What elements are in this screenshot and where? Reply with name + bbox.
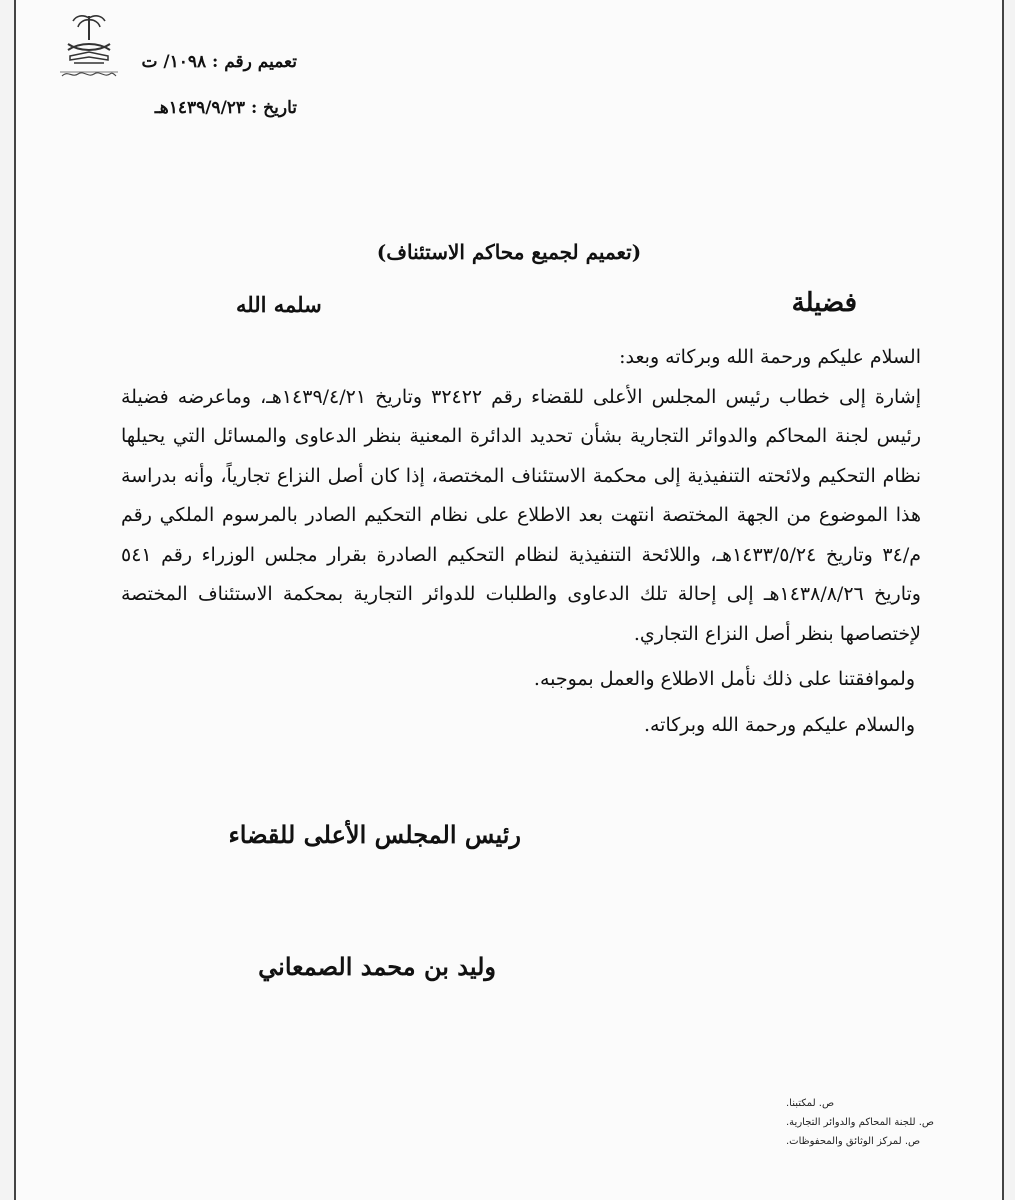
document-sheet	[14, 0, 1004, 1200]
salutation-blessing: سلمه الله	[236, 292, 322, 317]
salutation-title: فضيلة	[791, 288, 857, 318]
copy-line: ص. لمكتبنا.	[786, 1098, 835, 1109]
circular-number: تعميم رقم : ١٠٩٨/ ت	[141, 52, 297, 72]
greeting: السلام عليكم ورحمة الله وبركاته وبعد:	[619, 346, 921, 368]
letter-body	[121, 338, 921, 745]
signatory-title: رئيس المجلس الأعلى للقضاء	[228, 820, 521, 849]
copy-line: ص. للجنة المحاكم والدوائر التجارية.	[786, 1117, 935, 1128]
signatory-name: وليد بن محمد الصمعاني	[258, 952, 496, 981]
circular-date: تاريخ : ١٤٣٩/٩/٢٣هـ	[154, 98, 297, 118]
approval-line: ولموافقتنا على ذلك نأمل الاطلاع والعمل بموجبه.	[533, 668, 915, 690]
main-paragraph: إشارة إلى خطاب رئيس المجلس الأعلى للقضاء رقم ٣٢٤٢٢ وتاريخ ١٤٣٩/٤/٢١هـ، وماعرضه فضيلة رئيس لجنة المحاكم والدوائر التجارية بشأن تحديد الدائرة المعنية بنظر الدعاوى والمسائل التي يحيلها نظام التحكيم ولائحته التنفيذية إلى محكمة الاستئناف المختصة، إذا كان أصل النزاع تجارياً، وأنه بدراسة هذا الموضوع من الجهة المختصة انتهت بعد الاطلاع على نظام التحكيم الصادر بالمرسوم الملكي رقم م/٣٤ وتاريخ ١٤٣٣/٥/٢٤هـ، واللائحة التنفيذية لنظام التحكيم الصادرة بقرار مجلس الوزراء رقم ٥٤١ وتاريخ ١٤٣٨/٨/٢٦هـ إلى إحالة تلك الدعاوى والطلبات للدوائر التجارية بمحكمة الاستئناف المختصة لإختصاصها بنظر أصل النزاع التجاري.	[121, 385, 921, 645]
copy-line: ص. لمركز الوثائق والمحفوظات.	[786, 1136, 921, 1147]
copies-list	[786, 1094, 976, 1151]
document-title: (تعميم لجميع محاكم الاستئناف)	[376, 240, 642, 264]
emblem-icon	[54, 10, 124, 82]
closing-line: والسلام عليكم ورحمة الله وبركاته.	[643, 713, 915, 736]
